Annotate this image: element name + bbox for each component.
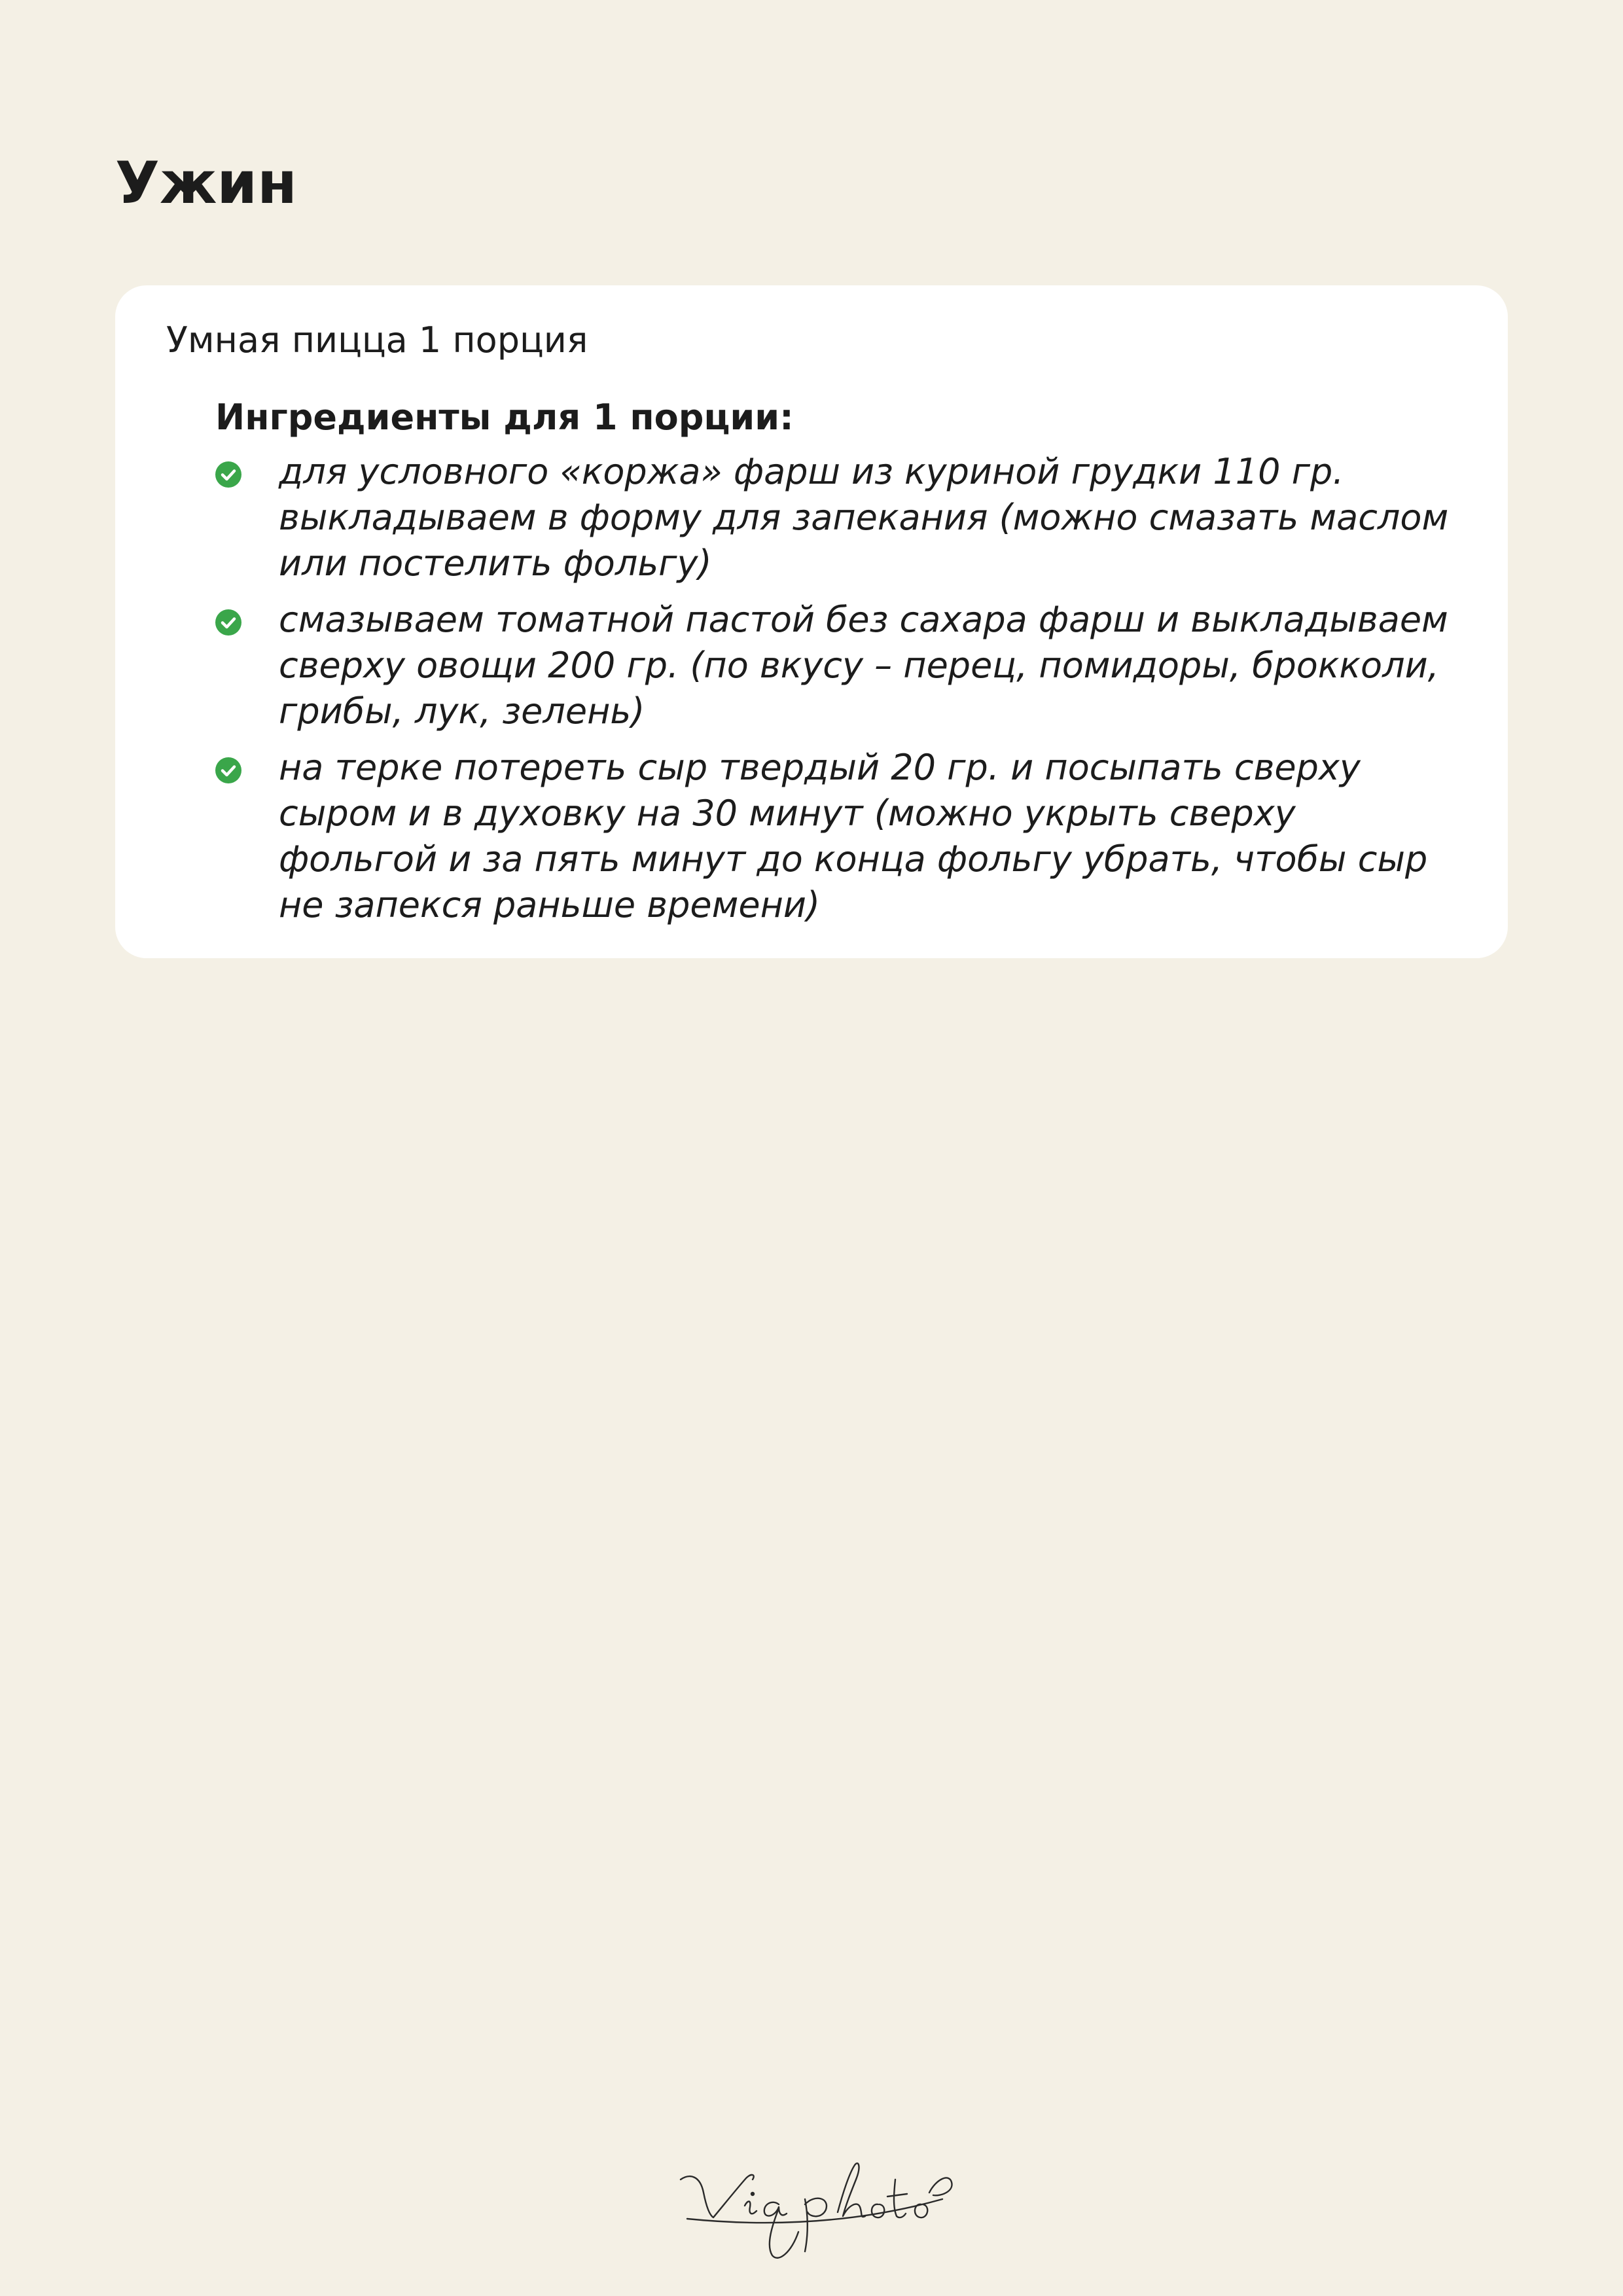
list-item <box>215 597 1459 734</box>
signature-logo <box>674 2153 955 2265</box>
ingredients-heading: Ингредиенты для 1 порции: <box>215 397 794 438</box>
check-circle-icon <box>215 461 241 488</box>
steps-list <box>215 449 1459 939</box>
recipe-name: Умная пицца 1 порция <box>166 319 588 361</box>
step-text: для условного «коржа» фарш из куриной грудки 110 гр. выкладываем в форму для запекания (можно смазать маслом или постелить фольгу) <box>279 451 1449 584</box>
check-circle-icon <box>215 757 241 783</box>
step-text: смазываем томатной пастой без сахара фарш и выкладываем сверху овощи 200 гр. (по вкусу – перец, помидоры, брокколи, грибы, лук, зелень) <box>279 599 1448 732</box>
page-title: Ужин <box>115 149 297 217</box>
list-item <box>215 745 1459 928</box>
list-item <box>215 449 1459 586</box>
step-text: на терке потереть сыр твердый 20 гр. и посыпать сверху сыром и в духовку на 30 минут (можно укрыть сверху фольгой и за пять минут до конца фольгу убрать, чтобы сыр не запекся раньше времени) <box>279 747 1428 925</box>
recipe-card <box>115 285 1508 958</box>
check-circle-icon <box>215 609 241 636</box>
